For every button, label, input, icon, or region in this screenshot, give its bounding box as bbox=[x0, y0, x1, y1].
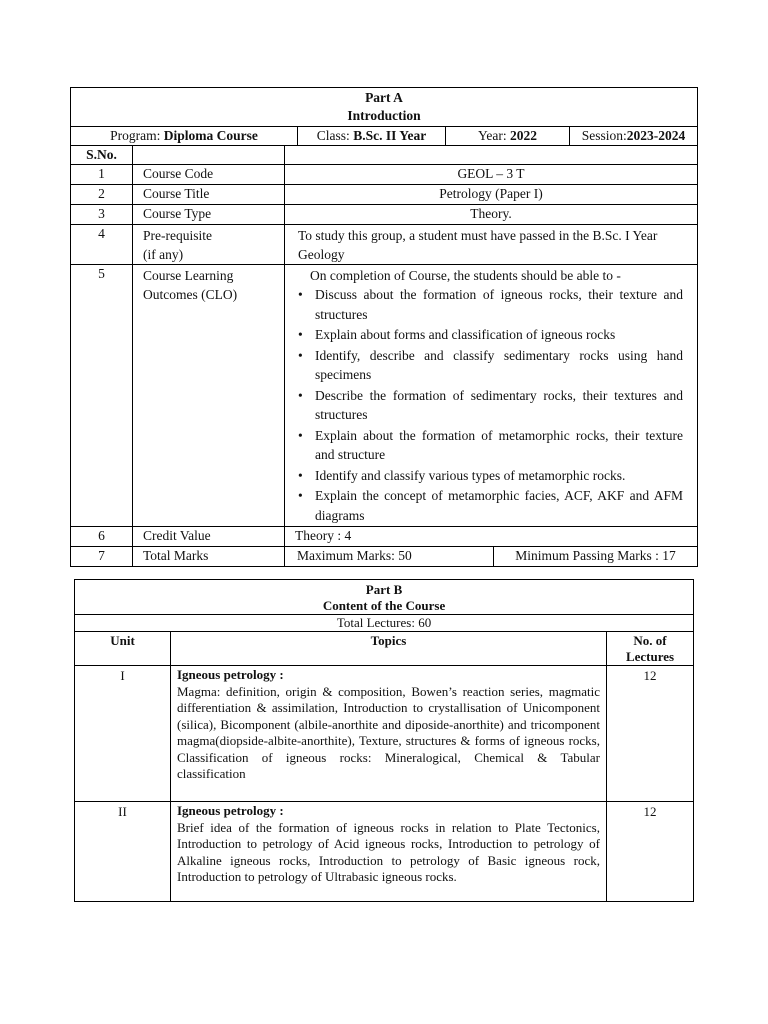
row-number: 7 bbox=[71, 547, 133, 567]
class-cell bbox=[298, 127, 446, 146]
row-label: Course Code bbox=[133, 165, 285, 185]
clo-label: Course Learning Outcomes (CLO) bbox=[133, 265, 285, 527]
year-label: Year: bbox=[477, 128, 507, 143]
table-row bbox=[71, 205, 698, 225]
program-label: Program: bbox=[110, 128, 161, 143]
unit-text: Brief idea of the formation of igneous rocks in relation to Plate Tectonics, Introduction to petrology of Acid igneous rocks, Introduction to petrology of Alkaline igneous rocks, Introduction to petrology of Basic igneous rock, Introduction to petrology of Ultrabasic igneous rocks. bbox=[177, 819, 600, 884]
course-code-value: GEOL – 3 T bbox=[285, 165, 698, 185]
program-cell bbox=[71, 127, 298, 146]
unit-heading: Igneous petrology : bbox=[177, 667, 284, 682]
course-title-value: Petrology (Paper I) bbox=[285, 185, 698, 205]
session-value: 2023-2024 bbox=[626, 128, 686, 143]
session-cell bbox=[570, 127, 698, 146]
part-b-subtitle: Content of the Course bbox=[322, 598, 446, 613]
class-label: Class: bbox=[316, 128, 350, 143]
row-label: Course Title bbox=[133, 185, 285, 205]
list-item: • Discuss about the formation of igneous rocks, their texture and structures bbox=[315, 285, 683, 325]
row-label: Course Type bbox=[133, 205, 285, 225]
unit-topics bbox=[171, 802, 607, 902]
topics-header: Topics bbox=[171, 632, 607, 666]
course-type-value: Theory. bbox=[285, 205, 698, 225]
sno-header: S.No. bbox=[71, 146, 133, 165]
program-value: Diploma Course bbox=[163, 128, 258, 143]
prerequisite-label: Pre-requisite bbox=[143, 228, 212, 243]
row-number: 3 bbox=[71, 205, 133, 225]
unit-lectures: 12 bbox=[607, 666, 694, 802]
clo-intro: On completion of Course, the students should be able to - bbox=[310, 268, 621, 283]
row-number: 6 bbox=[71, 527, 133, 547]
list-item: • Explain about forms and classification of igneous rocks bbox=[315, 325, 683, 346]
table-row bbox=[71, 265, 698, 527]
class-value: B.Sc. II Year bbox=[353, 128, 427, 143]
table-row bbox=[75, 802, 694, 902]
list-item: • Describe the formation of sedimentary rocks, their textures and structures bbox=[315, 386, 683, 426]
part-a-title: Part A bbox=[365, 90, 403, 105]
part-a-table bbox=[70, 87, 698, 567]
clo-cell bbox=[285, 265, 698, 527]
unit-text: Magma: definition, origin & composition, Bowen’s reaction series, magmatic differentiation & assimilation, Introduction to crystallisation of Unicomponent (silica), Bicomponent (albile-anorthite and diposide-anorthite) and tricomponent magma(diopside-albite-anorthite), Texture, structures & forms of igneous rocks, Classification of igneous rocks: Mineralogical, Chemical & Tabular classification bbox=[177, 683, 600, 781]
table-row bbox=[71, 225, 698, 265]
table-row bbox=[75, 666, 694, 802]
row-number: 1 bbox=[71, 165, 133, 185]
unit-lectures: 12 bbox=[607, 802, 694, 902]
unit-heading: Igneous petrology : bbox=[177, 803, 284, 818]
list-item: • Explain the concept of metamorphic facies, ACF, AKF and AFM diagrams bbox=[315, 486, 683, 526]
table-row bbox=[71, 547, 698, 567]
part-b-heading bbox=[75, 580, 694, 615]
prerequisite-label-note: (if any) bbox=[143, 247, 184, 262]
empty-header-cell bbox=[285, 146, 698, 165]
lectures-header: No. of Lectures bbox=[607, 632, 694, 666]
table-row bbox=[71, 185, 698, 205]
unit-number: II bbox=[75, 802, 171, 902]
unit-number: I bbox=[75, 666, 171, 802]
part-a-subtitle: Introduction bbox=[347, 108, 421, 123]
total-lectures: Total Lectures: 60 bbox=[75, 615, 694, 632]
prerequisite-value: To study this group, a student must have passed in the B.Sc. I Year Geology bbox=[285, 225, 698, 265]
part-a-heading bbox=[71, 88, 698, 127]
clo-list bbox=[285, 285, 697, 526]
row-label bbox=[133, 225, 285, 265]
unit-topics bbox=[171, 666, 607, 802]
row-label: Total Marks bbox=[133, 547, 285, 567]
table-row bbox=[71, 165, 698, 185]
list-item: • Explain about the formation of metamorphic rocks, their texture and structure bbox=[315, 426, 683, 466]
year-value: 2022 bbox=[510, 128, 537, 143]
table-row bbox=[71, 527, 698, 547]
maximum-marks: Maximum Marks: 50 bbox=[285, 547, 494, 567]
part-b-table bbox=[74, 579, 694, 902]
part-b-title: Part B bbox=[365, 582, 403, 597]
session-label: Session: bbox=[581, 128, 627, 143]
year-cell bbox=[446, 127, 570, 146]
list-item: • Identify and classify various types of metamorphic rocks. bbox=[315, 466, 683, 487]
row-label: Credit Value bbox=[133, 527, 285, 547]
row-number: 4 bbox=[71, 225, 133, 265]
empty-header-cell bbox=[133, 146, 285, 165]
minimum-passing-marks: Minimum Passing Marks : 17 bbox=[494, 547, 698, 567]
list-item: • Identify, describe and classify sedimentary rocks using hand specimens bbox=[315, 346, 683, 386]
credit-value: Theory : 4 bbox=[285, 527, 698, 547]
unit-header: Unit bbox=[75, 632, 171, 666]
row-number: 5 bbox=[71, 265, 133, 527]
row-number: 2 bbox=[71, 185, 133, 205]
